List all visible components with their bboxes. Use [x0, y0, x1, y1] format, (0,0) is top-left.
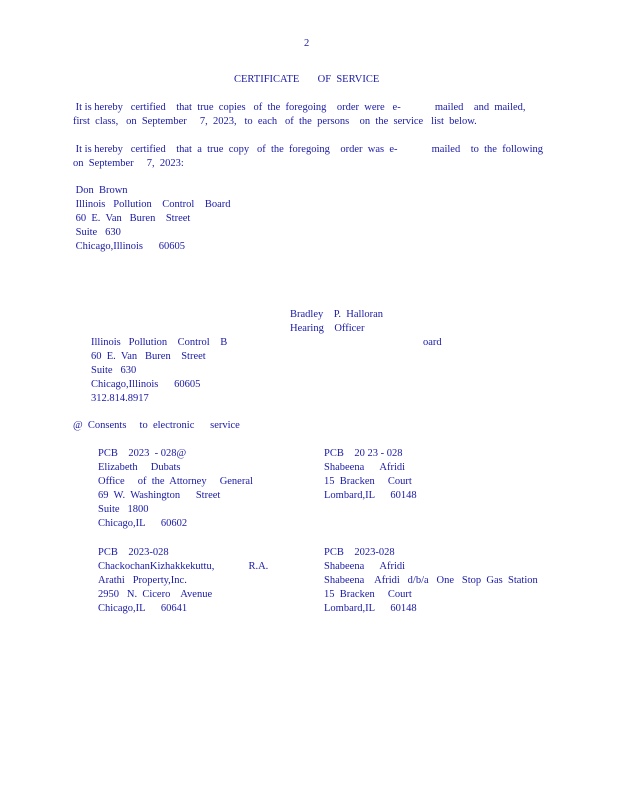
service-line: PCB 20 23 - 028	[324, 448, 403, 459]
service-entry	[98, 447, 253, 531]
service-line: Elizabeth Dubats	[98, 462, 181, 473]
document-title: CERTIFICATE OF SERVICE	[234, 74, 380, 85]
service-line: Chicago,IL 60641	[98, 603, 188, 614]
address-line: Don Brown	[73, 185, 128, 196]
service-line: Shabeena Afridi	[324, 462, 406, 473]
service-line: ChackochanKizhakkekuttu, R.A.	[98, 561, 269, 572]
service-entry	[98, 546, 268, 616]
service-line: 15 Bracken Court	[324, 589, 412, 600]
address-line: Illinois Pollution Control B	[91, 337, 228, 348]
service-line: 15 Bracken Court	[324, 476, 412, 487]
service-line: Shabeena Afridi d/b/a One Stop Gas Station	[324, 575, 538, 586]
page-number: 2	[304, 38, 310, 49]
service-line: 69 W. Washington Street	[98, 490, 221, 501]
address-line: Illinois Pollution Control Board	[73, 199, 231, 210]
address-line: Chicago,Illinois 60605	[73, 241, 185, 252]
service-entry	[324, 447, 417, 503]
service-line: PCB 2023-028	[324, 547, 395, 558]
address-line: 312.814.8917	[91, 393, 149, 404]
service-line: 2950 N. Cicero Avenue	[98, 589, 213, 600]
service-line: Arathi Property,Inc.	[98, 575, 187, 586]
service-line: Shabeena Afridi	[324, 561, 406, 572]
address-line: Chicago,Illinois 60605	[91, 379, 201, 390]
address-line: 60 E. Van Buren Street	[73, 213, 191, 224]
address-line: Suite 630	[73, 227, 121, 238]
signatory-title: Hearing Officer	[290, 323, 365, 334]
para1-line2: first class, on September 7, 2023, to each of the persons on the service list below.	[73, 116, 477, 127]
signature-block	[290, 308, 383, 336]
signatory-name: Bradley P. Halloran	[290, 309, 384, 320]
sender-address-block	[91, 336, 227, 406]
address-line: Suite 630	[91, 365, 137, 376]
service-line: PCB 2023 - 028@	[98, 448, 187, 459]
service-entry	[324, 546, 538, 616]
para2-line1: It is hereby certified that a true copy of the foregoing order was e- mailed to the following	[73, 144, 544, 155]
service-line: Lombard,IL 60148	[324, 490, 417, 501]
service-line: PCB 2023-028	[98, 547, 169, 558]
service-line: Lombard,IL 60148	[324, 603, 417, 614]
para2-line2: on September 7, 2023:	[73, 158, 184, 169]
service-line: Chicago,IL 60602	[98, 518, 188, 529]
service-line: Office of the Attorney General	[98, 476, 253, 487]
service-line: Suite 1800	[98, 504, 149, 515]
address-line-fragment: oard	[423, 337, 442, 348]
consent-note: @ Consents to electronic service	[73, 420, 240, 431]
address-line: 60 E. Van Buren Street	[91, 351, 206, 362]
recipient-address-block	[73, 184, 231, 254]
para1-line1: It is hereby certified that true copies of the foregoing order were e- mailed and mailed,	[73, 102, 526, 113]
